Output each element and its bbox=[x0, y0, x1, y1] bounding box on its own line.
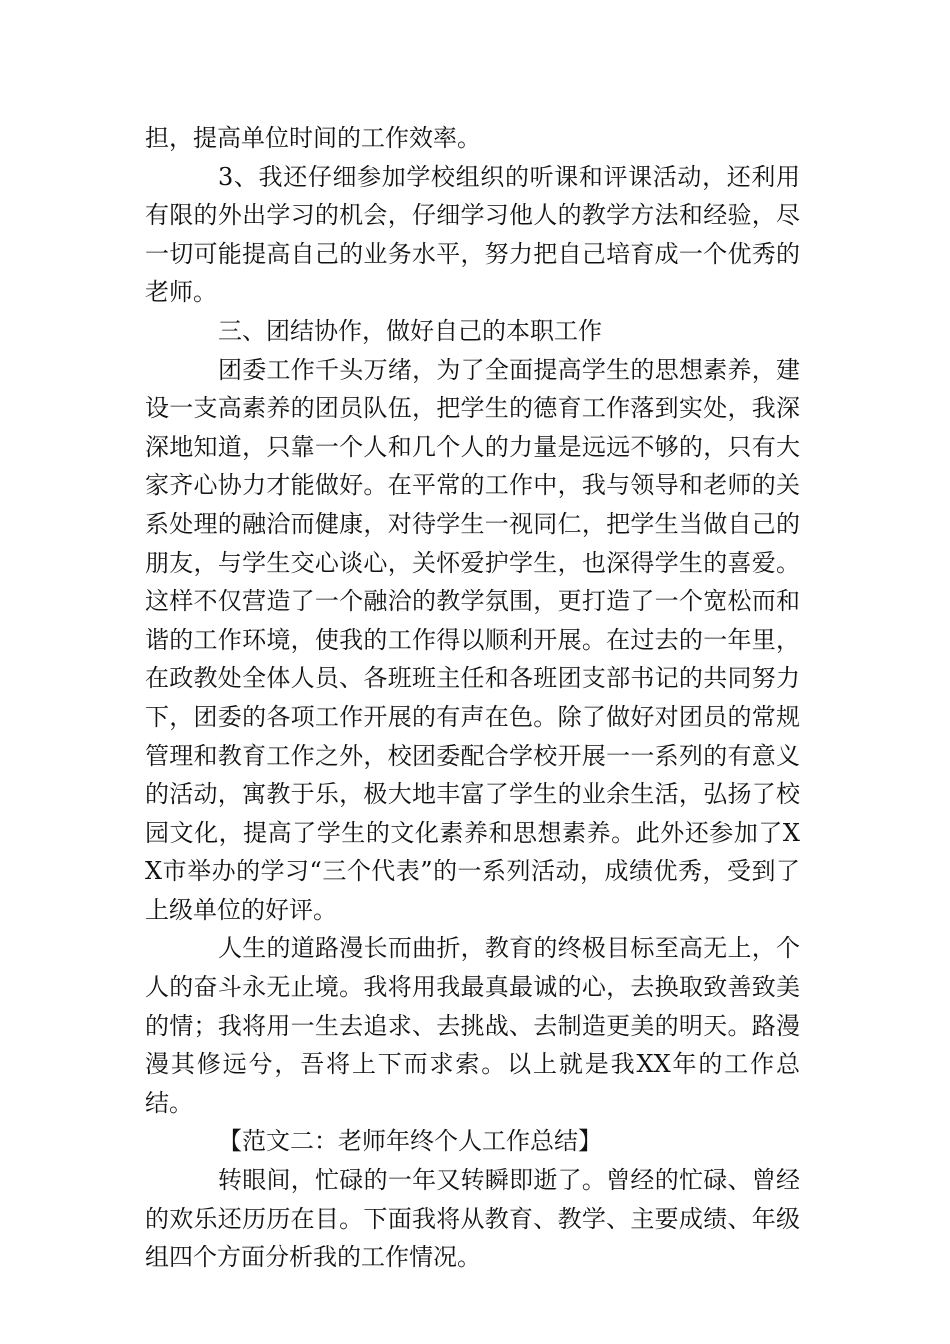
paragraph-teamwork: 团委工作千头万绪，为了全面提高学生的思想素养，建设一支高素养的团员队伍，把学生的德育工作落到实处，我深深地知道，只靠一个人和几个人的力量是远远不够的，只有大家齐心协力才能做好。在平常的工作中，我与领导和老师的关系处理的融洽而健康，对待学生一视同仁，把学生当做自己的朋友，与学生交心谈心，关怀爱护学生，也深得学生的喜爱。这样不仅营造了一个融洽的教学氛围，更打造了一个宽松而和谐的工作环境，使我的工作得以顺利开展。在过去的一年里，在政教处全体人员、各班班主任和各班团支部书记的共同努力下，团委的各项工作开展的有声在色。除了做好对团员的常规管理和教育工作之外，校团委配合学校开展一一系列的有意义的活动，寓教于乐，极大地丰富了学生的业余生活，弘扬了校园文化，提高了学生的文化素养和思想素养。此外还参加了XX市举办的学习“三个代表”的一系列活动，成绩优秀，受到了上级单位的好评。 bbox=[145, 355, 800, 924]
section-heading: 三、团结协作，做好自己的本职工作 bbox=[218, 316, 602, 345]
paragraph-continuation: 担，提高单位时间的工作效率。 bbox=[145, 124, 481, 152]
document-body bbox=[145, 119, 800, 1277]
paragraph-conclusion: 人生的道路漫长而曲折，教育的终极目标至高无上，个人的奋斗永无止境。我将用我最真最诚的心，去换取致善致美的情；我将用一生去追求、去挑战、去制造更美的明天。路漫漫其修远兮，吾将上下而求索。以上就是我XX年的工作总结。 bbox=[145, 934, 800, 1117]
paragraph-item-3: 3、我还仔细参加学校组织的听课和评课活动，还利用有限的外出学习的机会，仔细学习他人的教学方法和经验，尽一切可能提高自己的业务水平，努力把自己培育成一个优秀的老师。 bbox=[145, 162, 800, 307]
sample-title: 【范文二：老师年终个人工作总结】 bbox=[218, 1127, 602, 1156]
paragraph-sample-intro: 转眼间，忙碌的一年又转瞬即逝了。曾经的忙碌、曾经的欢乐还历历在目。下面我将从教育、教学、主要成绩、年级组四个方面分析我的工作情况。 bbox=[145, 1166, 800, 1272]
